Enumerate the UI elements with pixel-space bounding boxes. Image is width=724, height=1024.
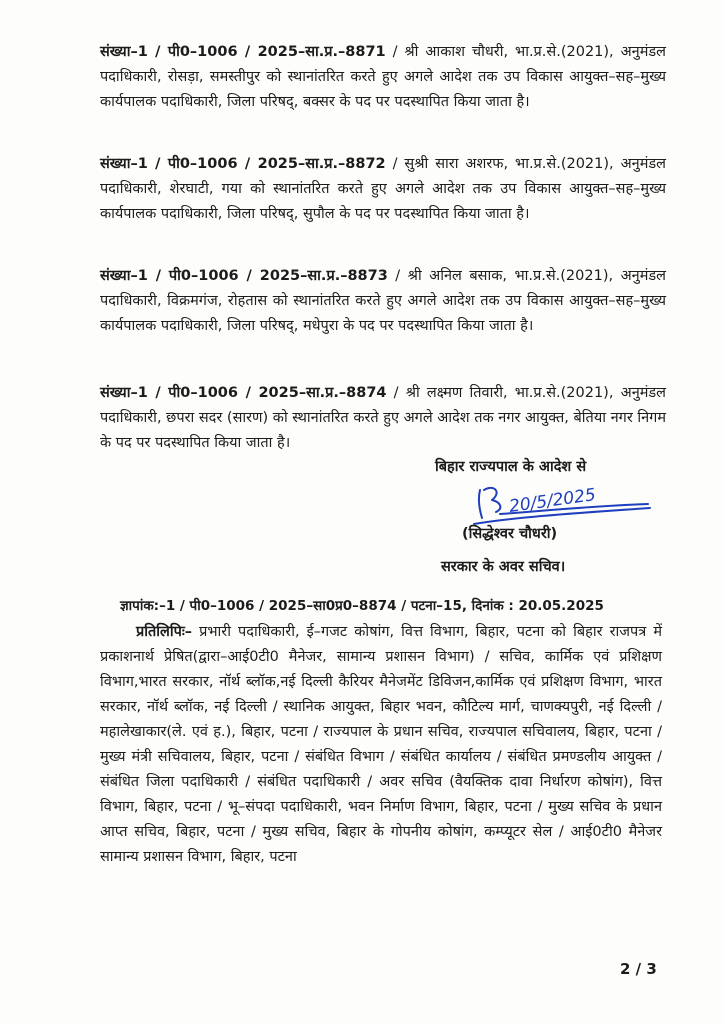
order-ref: संख्या–1 / पी0–1006 / 2025–सा.प्र.–8872 <box>100 156 386 172</box>
copy-label: प्रतिलिपिः– <box>136 624 193 640</box>
order-paragraph-8872 <box>100 152 666 227</box>
copy-distribution-paragraph <box>100 620 662 870</box>
signature-date: 20/5/2025 <box>507 485 598 517</box>
order-text: / श्री आकाश चौधरी, भा.प्र.से.(2021), अनुमंडल पदाधिकारी, रोसड़ा, समस्तीपुर को स्थानांतरित करते हुए अगले आदेश तक उप विकास आयुक्त–सह–मुख्य कार्यपालक पदाधिकारी, जिला परिषद्, बक्सर के पद पर पदस्थापित किया जाता है। <box>100 44 666 110</box>
signatory-designation: सरकार के अवर सचिव। <box>441 559 566 575</box>
order-ref: संख्या–1 / पी0–1006 / 2025–सा.प्र.–8874 <box>100 385 387 401</box>
order-ref: संख्या–1 / पी0–1006 / 2025–सा.प्र.–8871 <box>100 44 386 60</box>
order-paragraph-8871 <box>100 40 666 115</box>
copy-recipients: प्रभारी पदाधिकारी, ई–गजट कोषांग, वित्त विभाग, बिहार, पटना को बिहार राजपत्र में प्रकाशनार्थ प्रेषित(द्वारा–आई0टी0 मैनेजर, सामान्य प्रशासन विभाग) / सचिव, कार्मिक एवं प्रशिक्षण विभाग,भारत सरकार, नॉर्थ ब्लॉक,नई दिल्ली कैरियर मैनेजमेंट डिविजन,कार्मिक एवं प्रशिक्षण विभाग, भारत सरकार, नॉर्थ ब्लॉक, नई दिल्ली / स्थानिक आयुक्त, बिहार भवन, कौटिल्य मार्ग, चाणक्यपुरी, नई दिल्ली / महालेखाकार(ले. एवं ह.), बिहार, पटना / राज्यपाल के प्रधान सचिव, राज्यपाल सचिवालय, बिहार, पटना / मुख्य मंत्री सचिवालय, बिहार, पटना / संबंधित विभाग / संबंधित कार्यालय / संबंधित प्रमण्डलीय आयुक्त / संबंधित जिला पदाधिकारी / संबंधित पदाधिकारी / अवर सचिव (वैयक्तिक दावा निर्धारण कोषांग), वित्त विभाग, बिहार, पटना / भू–संपदा पदाधिकारी, भवन निर्माण विभाग, बिहार, पटना / मुख्य सचिव के प्रधान आप्त सचिव, बिहार, पटना / मुख्य सचिव, बिहार के गोपनीय कोषांग, कम्प्यूटर सेल / आई0टी0 मैनेजर सामान्य प्रशासन विभाग, बिहार, पटना <box>100 624 663 865</box>
by-order-line: बिहार राज्यपाल के आदेश से <box>435 459 587 475</box>
order-paragraph-8873 <box>100 264 666 339</box>
signatory-name: (सिद्धेश्वर चौधरी) <box>462 526 558 542</box>
order-paragraph-8874 <box>100 381 666 456</box>
order-text: / श्री लक्ष्मण तिवारी, भा.प्र.से.(2021), अनुमंडल पदाधिकारी, छपरा सदर (सारण) को स्थानांतरित करते हुए अगले आदेश तक नगर आयुक्त, बेतिया नगर निगम के पद पर पदस्थापित किया जाता है। <box>100 385 666 451</box>
memo-reference-line: ज्ञापांक:–1 / पी0–1006 / 2025–सा0प्र0–8874 / पटना–15, दिनांक : 20.05.2025 <box>120 598 604 614</box>
order-text: / सुश्री सारा अशरफ, भा.प्र.से.(2021), अनुमंडल पदाधिकारी, शेरघाटी, गया को स्थानांतरित करते हुए अगले आदेश तक उप विकास आयुक्त–सह–मुख्य कार्यपालक पदाधिकारी, जिला परिषद्, सुपौल के पद पर पदस्थापित किया जाता है। <box>100 156 666 222</box>
page-number: 2 / 3 <box>620 960 657 978</box>
order-text: / श्री अनिल बसाक, भा.प्र.से.(2021), अनुमंडल पदाधिकारी, विक्रमगंज, रोहतास को स्थानांतरित करते हुए अगले आदेश तक उप विकास आयुक्त–सह–मुख्य कार्यपालक पदाधिकारी, जिला परिषद्, मधेपुरा के पद पर पदस्थापित किया जाता है। <box>100 268 666 334</box>
order-ref: संख्या–1 / पी0–1006 / 2025–सा.प्र.–8873 <box>100 268 388 284</box>
